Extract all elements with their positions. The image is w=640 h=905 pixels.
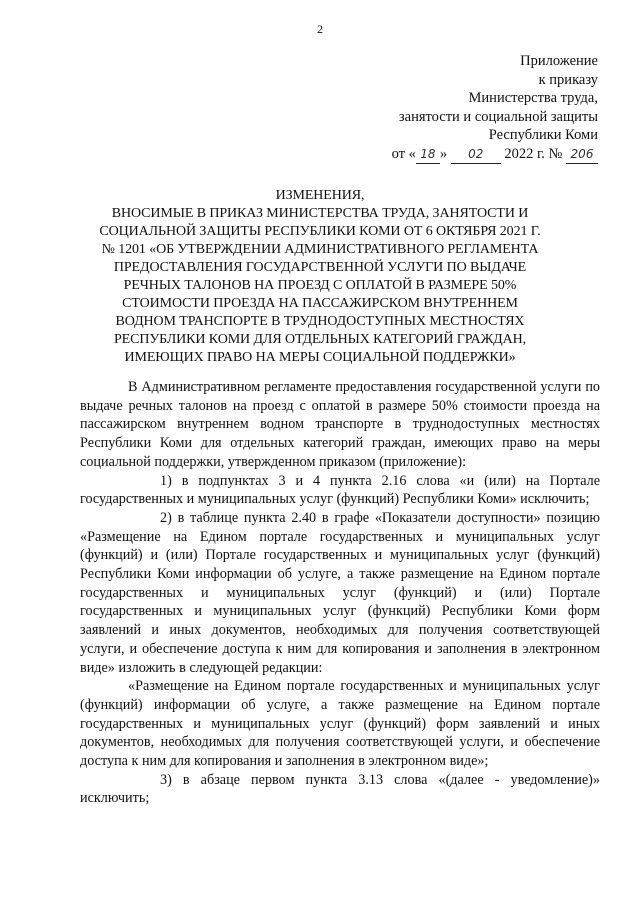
title-line: СОЦИАЛЬНОЙ ЗАЩИТЫ РЕСПУБЛИКИ КОМИ ОТ 6 ОКТЯБРЯ 2021 Г. — [99, 224, 541, 239]
handwritten-order-number: 206 — [566, 145, 598, 165]
intro-paragraph: В Административном регламенте предоставления государственной услуги по выдаче речных талонов на проезд с оплатой в размере 50% стоимости проезда на пассажирском внутреннем водном транспорте в труднодоступных местностях Республики Коми для отдельных категорий граждан, имеющих право на меры социальной поддержки, утвержденном приказом (приложение): — [80, 379, 600, 470]
item-1 — [80, 472, 600, 509]
year-text: 2022 г. № — [504, 145, 563, 162]
title-line: № 1201 «ОБ УТВЕРЖДЕНИИ АДМИНИСТРАТИВНОГО РЕГЛАМЕНТА — [101, 242, 539, 257]
title-line: ПРЕДОСТАВЛЕНИЯ ГОСУДАРСТВЕННОЙ УСЛУГИ ПО ВЫДАЧЕ — [113, 260, 527, 275]
item-3 — [80, 771, 600, 808]
item-3-text: в абзаце первом пункта 3.13 слова «(далее - уведомление)» исключить; — [80, 771, 601, 807]
title-line: СТОИМОСТИ ПРОЕЗДА НА ПАССАЖИРСКОМ ВНУТРЕННЕМ — [122, 296, 518, 311]
title-line: РЕСПУБЛИКИ КОМИ ДЛЯ ОТДЕЛЬНЫХ КАТЕГОРИЙ ГРАЖДАН, — [113, 332, 527, 347]
item-1-number: 1) — [160, 472, 172, 489]
date-prefix: от « — [391, 145, 416, 162]
appendix-line: к приказу — [538, 71, 598, 88]
item-1-text: в подпунктах 3 и 4 пункта 2.16 слова «и (или) на Портале государственных и муниципальных услуг (функций) Республики Коми» исключить; — [80, 472, 600, 508]
title-line: ИЗМЕНЕНИЯ, — [275, 188, 365, 203]
appendix-line: Республики Коми — [488, 127, 598, 143]
title-line: ВОДНОМ ТРАНСПОРТЕ В ТРУДНОДОСТУПНЫХ МЕСТНОСТЯХ — [115, 314, 525, 329]
quote-paragraph: «Размещение на Едином портале государственных и муниципальных услуг (функций) информации об услуге, а также размещение на Едином портале государственных и муниципальных услуг (функций) форм заявлений и иных документов, необходимых для получения соответствующей услуги, и обеспечение доступа к ним для копирования и заполнения в электронном виде»; — [80, 678, 600, 770]
item-2 — [80, 509, 600, 677]
appendix-line: Министерства труда, — [468, 90, 598, 106]
title-line: ИМЕЮЩИХ ПРАВО НА МЕРЫ СОЦИАЛЬНОЙ ПОДДЕРЖКИ» — [124, 350, 516, 365]
handwritten-month: 02 — [451, 145, 501, 165]
appendix-header — [392, 52, 598, 164]
appendix-line: занятости и социальной защиты — [398, 108, 598, 125]
item-2-number: 2) — [160, 509, 172, 526]
title-line: РЕЧНЫХ ТАЛОНОВ НА ПРОЕЗД С ОПЛАТОЙ В РАЗМЕРЕ 50% — [123, 278, 517, 293]
item-3-number: 3) — [160, 771, 172, 788]
order-date-line — [392, 145, 598, 165]
handwritten-day: 18 — [416, 145, 440, 165]
item-2-text: в таблице пункта 2.40 в графе «Показатели доступности» позицию «Размещение на Едином портале государственных и муниципальных услуг (функций) и (или) Портале государственных и муниципальных услуг (функций) Республики Коми информации об услуге, а также размещение на Едином портале государственных и муниципальных услуг (функций) и (или) Портале государственных и муниципальных услуг (функций) Республики Коми форм заявлений и иных документов, необходимых для получения соответствующей услуги, и обеспечение доступа к ним для копирования и заполнения в электронном виде» изложить в следующей редакции: — [80, 509, 601, 676]
title-line: ВНОСИМЫЕ В ПРИКАЗ МИНИСТЕРСТВА ТРУДА, ЗАНЯТОСТИ И — [111, 206, 529, 221]
date-mid: » — [439, 145, 448, 162]
appendix-line: Приложение — [520, 53, 598, 69]
document-body — [80, 378, 600, 808]
page-number: 2 — [317, 22, 323, 36]
document-title — [70, 187, 570, 367]
